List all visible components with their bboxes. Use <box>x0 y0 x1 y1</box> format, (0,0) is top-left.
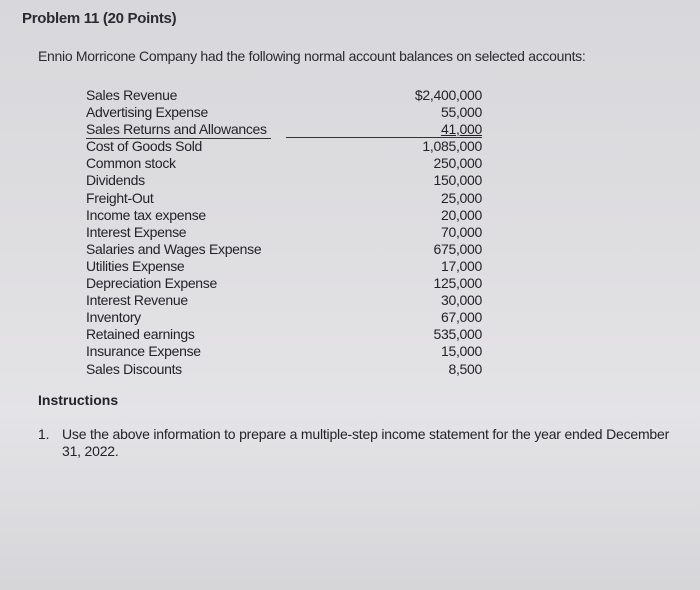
account-amount: 675,000 <box>433 240 482 257</box>
account-amount: 1,085,000 <box>422 138 482 155</box>
account-row <box>86 361 482 378</box>
account-row <box>86 207 482 224</box>
account-name: Sales Revenue <box>86 87 178 103</box>
account-row <box>86 121 482 138</box>
account-name: Interest Revenue <box>86 292 188 309</box>
account-amount: 41,000 <box>440 121 482 138</box>
account-row <box>86 104 482 121</box>
account-row <box>86 309 482 326</box>
account-amount: 55,000 <box>440 104 482 121</box>
account-row <box>86 275 482 292</box>
instruction-number: 1. <box>38 426 50 442</box>
account-name: Advertising Expense <box>86 104 208 121</box>
account-row <box>86 172 482 189</box>
account-row <box>86 241 482 258</box>
account-name: Utilities Expense <box>86 257 185 274</box>
account-amount: 25,000 <box>440 189 482 206</box>
account-name: Income tax expense <box>86 206 206 223</box>
account-name: Common stock <box>86 155 176 172</box>
account-row <box>86 155 482 172</box>
account-amount: 67,000 <box>440 309 482 326</box>
account-name: Inventory <box>86 309 141 326</box>
problem-title: Problem 11 (20 Points) <box>22 10 177 27</box>
account-row <box>86 190 482 207</box>
account-name: Sales Discounts <box>86 360 182 377</box>
account-name: Depreciation Expense <box>86 275 217 292</box>
account-amount: 70,000 <box>440 223 482 240</box>
account-row <box>86 258 482 275</box>
account-amount: 125,000 <box>433 275 482 292</box>
account-amount: 8,500 <box>448 360 482 377</box>
account-amount: 150,000 <box>433 172 482 189</box>
account-name: Insurance Expense <box>86 343 201 360</box>
account-row <box>86 292 482 309</box>
account-amount: 15,000 <box>440 343 482 360</box>
account-amount: 17,000 <box>440 257 482 274</box>
account-name: Dividends <box>86 172 145 189</box>
account-amount: 535,000 <box>433 326 482 343</box>
instruction-text: Use the above information to prepare a multiple-step income statement for the year ended December 31, 2022. <box>62 426 670 459</box>
account-name: Retained earnings <box>86 326 195 343</box>
account-name: Salaries and Wages Expense <box>86 240 262 257</box>
account-amount: $2,400,000 <box>414 87 482 103</box>
account-row <box>86 224 482 241</box>
account-balances-list <box>86 87 482 378</box>
account-amount: 250,000 <box>433 155 482 172</box>
account-amount: 30,000 <box>440 292 482 309</box>
account-name: Interest Expense <box>86 223 187 240</box>
account-row <box>86 326 482 343</box>
account-name: Cost of Goods Sold <box>86 138 202 155</box>
account-row <box>86 87 482 104</box>
account-row <box>86 343 482 360</box>
account-amount: 20,000 <box>440 206 482 223</box>
account-row <box>86 138 482 155</box>
account-name: Freight-Out <box>86 189 154 206</box>
account-name: Sales Returns and Allowances <box>86 121 271 139</box>
problem-intro: Ennio Morricone Company had the following normal account balances on selected accounts: <box>38 48 586 64</box>
instructions-heading: Instructions <box>38 392 119 408</box>
